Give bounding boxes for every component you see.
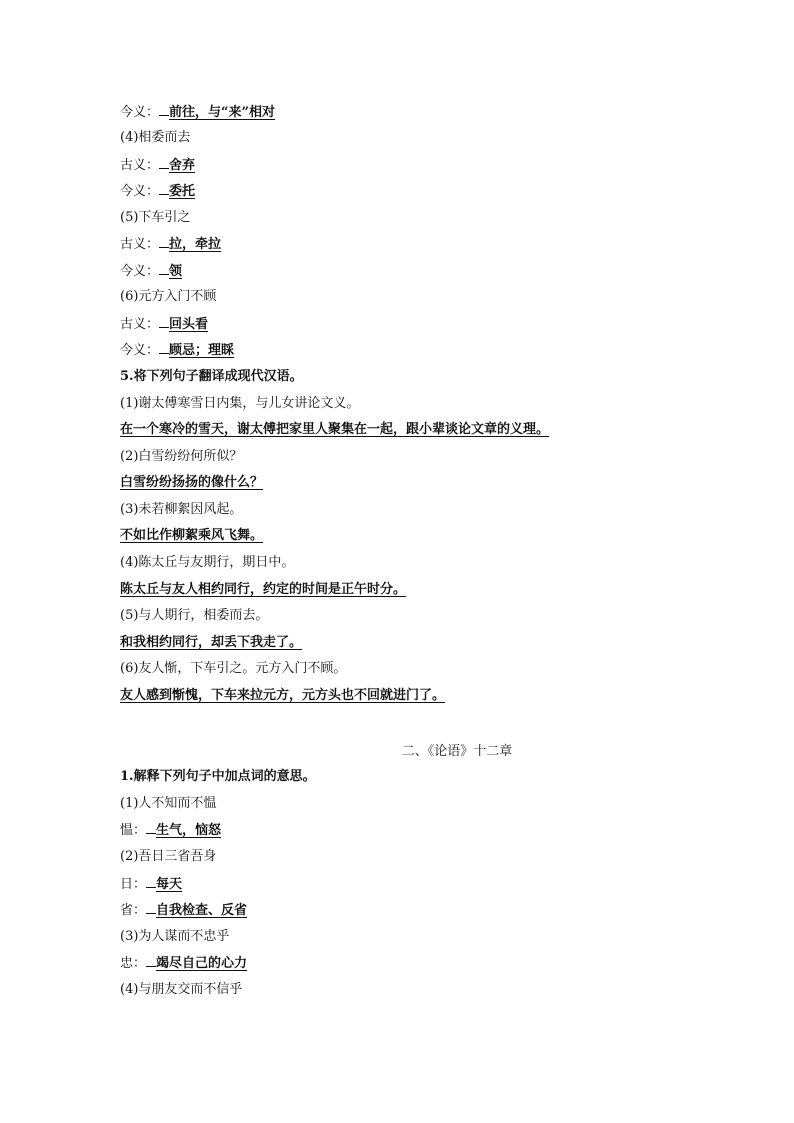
definition-line bbox=[120, 315, 208, 334]
answer-text: 白雪纷纷扬扬的像什么？ bbox=[120, 475, 264, 490]
definition-line bbox=[120, 901, 247, 920]
definition-label: 愠： bbox=[120, 823, 147, 838]
answer-text: 自我检查、反省 bbox=[156, 903, 248, 918]
translation-answer bbox=[120, 581, 406, 599]
question-line: (4)与朋友交而不信乎 bbox=[120, 982, 243, 997]
answer-text: 拉，牵拉 bbox=[169, 237, 222, 252]
definition-line bbox=[120, 103, 275, 122]
translation-answer bbox=[120, 421, 549, 439]
definition-label: 今义： bbox=[120, 343, 160, 358]
definition-line bbox=[120, 235, 221, 254]
definition-line bbox=[120, 341, 234, 360]
definition-label: 古义： bbox=[120, 158, 160, 173]
definition-line bbox=[120, 954, 247, 973]
translation-answer bbox=[120, 474, 263, 492]
answer-text: 顾忌；理睬 bbox=[169, 343, 235, 358]
question-line: (2)白雪纷纷何所似？ bbox=[120, 449, 243, 464]
definition-label: 今义： bbox=[120, 184, 160, 199]
definition-line bbox=[120, 875, 182, 894]
answer-text: 舍弃 bbox=[169, 158, 196, 173]
answer-text: 在一个寒冷的雪天，谢太傅把家里人聚集在一起，跟小辈谈论文章的义理。 bbox=[120, 422, 550, 437]
answer-text: 和我相约同行，却丢下我走了。 bbox=[120, 635, 303, 650]
definition-label: 日： bbox=[120, 877, 147, 892]
definition-label: 忠： bbox=[120, 956, 147, 971]
question-line: (4)陈太丘与友期行，期日中。 bbox=[120, 555, 295, 570]
translation-answer bbox=[120, 527, 263, 545]
exercise-heading: 1.解释下列句子中加点词的意思。 bbox=[120, 769, 316, 784]
definition-label: 今义： bbox=[120, 105, 160, 120]
definition-label: 今义： bbox=[120, 264, 160, 279]
question-line: (6)友人惭，下车引之。元方入门不顾。 bbox=[120, 661, 347, 676]
answer-text: 生气，恼怒 bbox=[156, 823, 222, 838]
section-title: 二、《论语》十二章 bbox=[401, 744, 513, 759]
definition-label: 省： bbox=[120, 903, 147, 918]
definition-line bbox=[120, 182, 195, 201]
question-line: (1)谢太傅寒雪日内集，与儿女讲论文义。 bbox=[120, 396, 360, 411]
exercise-heading: 5.将下列句子翻译成现代汉语。 bbox=[120, 369, 303, 384]
question-line: (4)相委而去 bbox=[120, 130, 191, 145]
definition-line bbox=[120, 156, 195, 175]
answer-text: 友人感到惭愧，下车来拉元方，元方头也不回就进门了。 bbox=[120, 688, 446, 703]
answer-text: 陈太丘与友人相约同行，约定的时间是正午时分。 bbox=[120, 582, 407, 597]
question-line: (3)为人谋而不忠乎 bbox=[120, 929, 230, 944]
definition-label: 古义： bbox=[120, 237, 160, 252]
question-line: (5)下车引之 bbox=[120, 210, 191, 225]
question-line: (1)人不知而不愠 bbox=[120, 796, 217, 811]
answer-text: 回头看 bbox=[169, 317, 209, 332]
answer-text: 不如比作柳絮乘风飞舞。 bbox=[120, 528, 264, 543]
question-line: (5)与人期行，相委而去。 bbox=[120, 608, 269, 623]
answer-text: 竭尽自己的心力 bbox=[156, 956, 248, 971]
definition-line bbox=[120, 821, 221, 840]
definition-label: 古义： bbox=[120, 317, 160, 332]
translation-answer bbox=[120, 687, 445, 705]
question-line: (6)元方入门不顾 bbox=[120, 289, 217, 304]
definition-line bbox=[120, 262, 182, 281]
answer-text: 委托 bbox=[169, 184, 196, 199]
answer-text: 领 bbox=[169, 264, 183, 279]
question-line: (3)未若柳絮因风起。 bbox=[120, 502, 243, 517]
question-line: (2)吾日三省吾身 bbox=[120, 849, 217, 864]
answer-text: 前往，与“来”相对 bbox=[169, 105, 275, 120]
translation-answer bbox=[120, 634, 302, 652]
answer-text: 每天 bbox=[156, 877, 183, 892]
